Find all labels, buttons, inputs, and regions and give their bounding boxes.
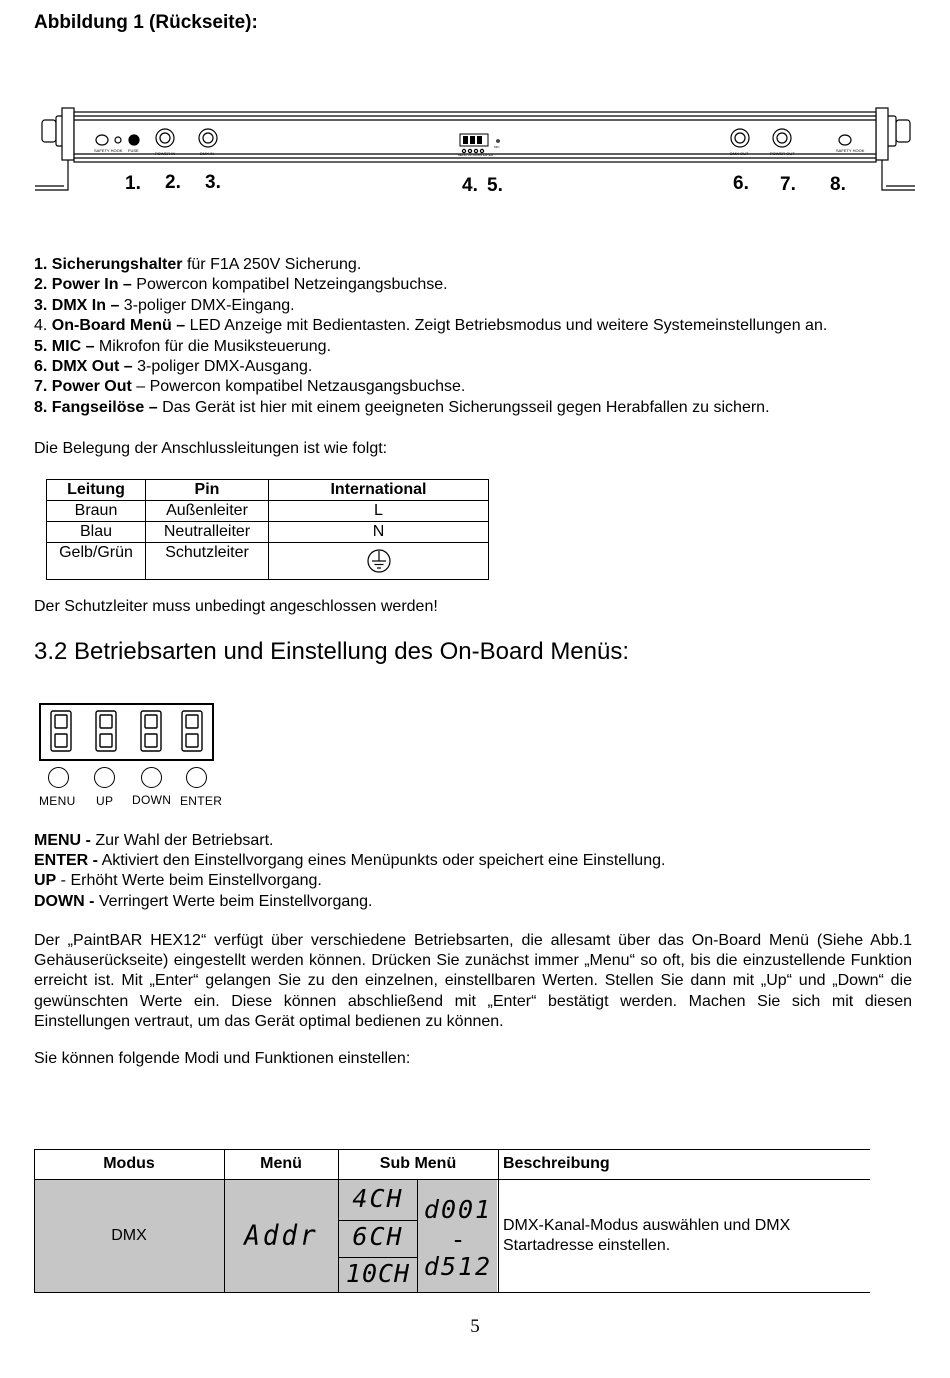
pin-intro-text: Die Belegung der Anschlussleitungen ist wie folgt: bbox=[34, 440, 388, 457]
header-sub-menu: Sub Menü bbox=[379, 1155, 457, 1172]
modes-intro-text: Sie können folgende Modi und Funktionen einstellen: bbox=[34, 1050, 411, 1067]
table-cell: Neutralleiter bbox=[146, 522, 269, 543]
callout-5: 5. bbox=[487, 175, 503, 196]
menu-display-value: Addr bbox=[244, 1220, 319, 1252]
body-paragraph: Der „PaintBAR HEX12“ verfügt über verschiedene Betriebsarten, die allesamt über das On-Board Menü (Siehe Abb.1 Gehäuserückseite) eingestellt werden können. Drücken Sie zunächst immer „Menu“ so oft, bis die einzustellende Funktion erreicht ist. Mit „Enter“ gelangen Sie zu den einzelnen, einstellbaren Werten. Stellen Sie dann mit „Up“ und „Down“ die gewünschten Werte ein. Diese können abschließend mit „Enter“ bestätigt werden. Machen Sie sich mit diesen Einstellungen vertraut, um das Gerät optimal bedienen zu können. bbox=[34, 932, 912, 1030]
protective-earth-note: Der Schutzleiter muss unbedingt angeschlossen werden! bbox=[34, 598, 438, 615]
enter-button-icon bbox=[186, 767, 207, 788]
enter-button-label: ENTER bbox=[180, 794, 223, 808]
callout-2: 2. bbox=[165, 172, 181, 193]
panel-label-safety-right: SAFETY HOOK bbox=[836, 148, 865, 153]
legend-list bbox=[34, 255, 934, 418]
header-leitung: Leitung bbox=[47, 480, 146, 501]
ground-symbol-icon bbox=[366, 548, 392, 574]
down-button-icon bbox=[141, 767, 162, 788]
button-descriptions bbox=[34, 831, 665, 912]
panel-label-dmx-out: DMX OUT bbox=[730, 151, 749, 156]
legend-item: 6. DMX Out – 3-poliger DMX-Ausgang. bbox=[34, 358, 313, 376]
up-button-label: UP bbox=[96, 794, 114, 808]
down-button-label: DOWN bbox=[132, 793, 172, 807]
start-address-separator: - bbox=[450, 1225, 466, 1254]
table-row bbox=[47, 522, 489, 543]
header-menu: Menü bbox=[260, 1155, 302, 1172]
modus-value: DMX bbox=[111, 1227, 147, 1244]
legend-item: 7. Power Out – Powercon kompatibel Netzausgangsbuchse. bbox=[34, 378, 466, 396]
section-title: 3.2 Betriebsarten und Einstellung des On-Board Menüs: bbox=[34, 638, 630, 665]
led-digits-icon bbox=[41, 705, 212, 759]
figure-title: Abbildung 1 (Rückseite): bbox=[34, 12, 258, 33]
menu-button-label: MENU bbox=[39, 794, 76, 808]
table-row bbox=[47, 501, 489, 522]
sub-channel-10ch: 10CH bbox=[345, 1259, 411, 1288]
sub-channel-6ch: 6CH bbox=[352, 1222, 404, 1251]
modes-table bbox=[34, 1149, 870, 1293]
list-item: DOWN - Verringert Werte beim Einstellvorgang. bbox=[34, 892, 373, 910]
header-modus: Modus bbox=[103, 1155, 155, 1172]
table-cell bbox=[269, 543, 489, 580]
header-pin: Pin bbox=[146, 480, 269, 501]
table-cell: Braun bbox=[47, 501, 146, 522]
table-cell: Blau bbox=[47, 522, 146, 543]
start-address-max: d512 bbox=[423, 1252, 493, 1281]
callout-7: 7. bbox=[780, 174, 796, 195]
pin-table bbox=[46, 479, 489, 580]
header-international: International bbox=[269, 480, 489, 501]
panel-label-dmx-in: DMX IN bbox=[200, 151, 214, 156]
list-item: MENU - Zur Wahl der Betriebsart. bbox=[34, 832, 274, 849]
list-item: ENTER - Aktiviert den Einstellvorgang eines Menüpunkts oder speichert eine Einstellung. bbox=[34, 852, 666, 870]
panel-label-power-in: POWER IN bbox=[155, 151, 176, 156]
legend-item: 3. DMX In – 3-poliger DMX-Eingang. bbox=[34, 296, 295, 314]
start-address-min: d001 bbox=[423, 1195, 493, 1224]
callout-1: 1. bbox=[125, 173, 141, 194]
mode-description: DMX-Kanal-Modus auswählen und DMX Startadresse einstellen. bbox=[503, 1217, 791, 1254]
led-display bbox=[39, 703, 214, 761]
panel-label-mic: MIC bbox=[494, 145, 500, 149]
panel-label-menu-buttons: MENU UP DOWN ENTER bbox=[458, 153, 494, 157]
page-number: 5 bbox=[470, 1316, 480, 1337]
table-cell: Schutzleiter bbox=[146, 543, 269, 580]
legend-item: 4. On-Board Menü – LED Anzeige mit Bedientasten. Zeigt Betriebsmodus und weitere Systemeinstellungen an. bbox=[34, 317, 828, 335]
callout-6: 6. bbox=[733, 173, 749, 194]
legend-item: 5. MIC – Mikrofon für die Musiksteuerung. bbox=[34, 337, 332, 355]
callout-4: 4. bbox=[462, 175, 478, 196]
sub-channel-4ch: 4CH bbox=[352, 1184, 404, 1213]
legend-item: 8. Fangseilöse – Das Gerät ist hier mit einem geeigneten Sicherungsseil gegen Herabfallen zu sichern. bbox=[34, 398, 770, 416]
legend-item: 2. Power In – Powercon kompatibel Netzeingangsbuchse. bbox=[34, 276, 448, 294]
panel-label-safety-left: SAFETY HOOK bbox=[94, 148, 123, 153]
callout-8: 8. bbox=[830, 174, 846, 195]
table-row bbox=[47, 543, 489, 580]
header-beschreibung: Beschreibung bbox=[503, 1155, 610, 1172]
table-cell: N bbox=[269, 522, 489, 543]
table-cell: L bbox=[269, 501, 489, 522]
panel-label-power-out: POWER OUT bbox=[770, 151, 795, 156]
panel-label-fuse: FUSE bbox=[128, 148, 139, 153]
menu-button-icon bbox=[48, 767, 69, 788]
table-cell: Gelb/Grün bbox=[47, 543, 146, 580]
list-item: UP - Erhöht Werte beim Einstellvorgang. bbox=[34, 872, 322, 890]
legend-item: 1. Sicherungshalter für F1A 250V Sicherung. bbox=[34, 256, 362, 273]
table-header-row bbox=[47, 480, 489, 501]
callout-3: 3. bbox=[205, 172, 221, 193]
up-button-icon bbox=[94, 767, 115, 788]
table-cell: Außenleiter bbox=[146, 501, 269, 522]
